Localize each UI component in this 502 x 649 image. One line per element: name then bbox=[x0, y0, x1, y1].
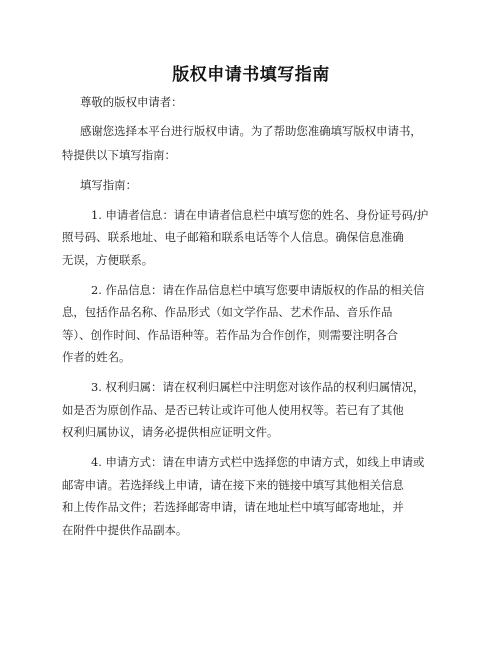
section-line: 息，包括作品名称、作品形式（如文学作品、艺术作品、音乐作品 bbox=[62, 305, 393, 319]
guide-heading: 填写指南： bbox=[80, 178, 137, 192]
section-line: 作者的姓名。 bbox=[62, 350, 131, 364]
intro-line-1: 感谢您选择本平台进行版权申请。为了帮助您准确填写版权申请书， bbox=[80, 124, 422, 138]
intro-line-2: 特提供以下填写指南： bbox=[62, 148, 176, 162]
section-line: 1. 申请者信息：请在申请者信息栏中填写您的姓名、身份证号码/护 bbox=[91, 208, 429, 222]
greeting: 尊敬的版权申请者： bbox=[80, 95, 183, 109]
section-line: 权利归属协议，请务必提供相应证明文件。 bbox=[62, 425, 279, 439]
section-line: 等）、创作时间、作品语种等。若作品为合作创作，则需要注明各合 bbox=[62, 328, 399, 342]
section-line: 如是否为原创作品、是否已转让或许可他人使用权等。若已有了其他 bbox=[62, 403, 404, 417]
page-title: 版权申请书填写指南 bbox=[172, 65, 330, 85]
section-line: 在附件中提供作品副本。 bbox=[62, 523, 188, 537]
section-line: 邮寄申请。若选择线上申请，请在接下来的链接中填写其他相关信息 bbox=[62, 478, 404, 492]
section-line: 和上传作品文件；若选择邮寄申请，请在地址栏中填写邮寄地址，并 bbox=[62, 500, 404, 514]
section-line: 4. 申请方式：请在申请方式栏中选择您的申请方式，如线上申请或 bbox=[91, 455, 425, 469]
section-line: 2. 作品信息：请在作品信息栏中填写您要申请版权的作品的相关信 bbox=[91, 283, 425, 297]
section-line: 照号码、联系地址、电子邮箱和联系电话等个人信息。确保信息准确 bbox=[62, 230, 404, 244]
section-line: 无误，方便联系。 bbox=[62, 253, 154, 267]
section-line: 3. 权利归属：请在权利归属栏中注明您对该作品的权利归属情况， bbox=[91, 380, 425, 394]
